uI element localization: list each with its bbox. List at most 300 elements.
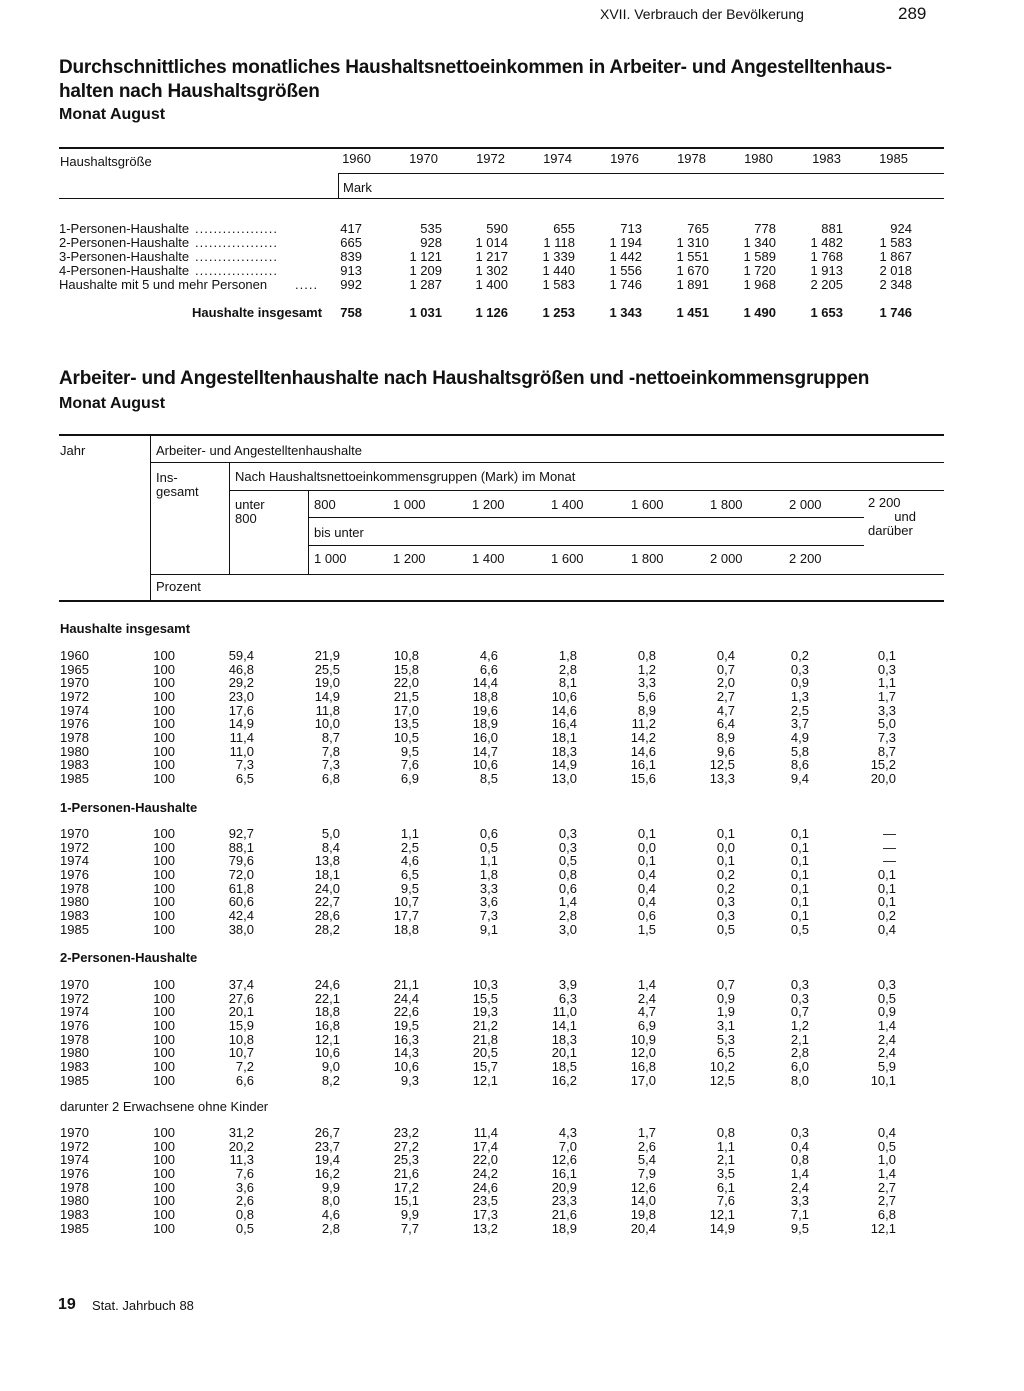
table2-row-year: 1980 <box>60 1193 89 1208</box>
table2-cell: 22,7 <box>314 894 340 909</box>
table2-cell: 100 <box>153 894 175 909</box>
table2-cell: 8,6 <box>790 757 809 772</box>
table2-cell: 17,6 <box>228 703 254 718</box>
table2-cell: 12,5 <box>709 1073 735 1088</box>
table2-cell: 1,8 <box>479 867 498 882</box>
table1-year-header: 1960 <box>342 151 371 166</box>
table2-upper-bound: 1 800 <box>631 551 664 566</box>
table2-row-year: 1980 <box>60 1045 89 1060</box>
table2-cell: 14,9 <box>709 1221 735 1236</box>
table2-cell: 0,4 <box>637 894 656 909</box>
table1-total-cell: 1 343 <box>609 305 642 320</box>
table2-cell: 7,6 <box>235 1166 254 1181</box>
table2-insgesamt-line1: Ins- <box>156 470 178 485</box>
table2-cell: 7,2 <box>235 1059 254 1074</box>
table2-cell: 10,7 <box>393 894 419 909</box>
table2-cell: 24,4 <box>393 991 419 1006</box>
table2-cell: 10,3 <box>472 977 498 992</box>
table2-cell: 100 <box>153 908 175 923</box>
table2-cell: 21,6 <box>393 1166 419 1181</box>
table2-cell: 6,8 <box>321 771 340 786</box>
table2-cell: 0,7 <box>716 662 735 677</box>
table2-cell: 10,6 <box>472 757 498 772</box>
table2-cell: 0,5 <box>716 922 735 937</box>
table2-cell: 9,3 <box>400 1073 419 1088</box>
table1-title <box>59 56 899 104</box>
table1-cell: 713 <box>620 221 642 236</box>
table2-cell: 4,3 <box>558 1125 577 1140</box>
table2-cell: 10,8 <box>228 1032 254 1047</box>
table2-cell: 17,0 <box>393 703 419 718</box>
table1-year-header: 1983 <box>812 151 841 166</box>
table2-cell: 16,2 <box>551 1073 577 1088</box>
table2-cell: 21,5 <box>393 689 419 704</box>
table2-cell: 0,8 <box>790 1152 809 1167</box>
table2-cell: 23,3 <box>551 1193 577 1208</box>
table2-cell: 100 <box>153 689 175 704</box>
table2-cell: 23,7 <box>314 1139 340 1154</box>
table2-cell: 100 <box>153 757 175 772</box>
table2-cell: 100 <box>153 771 175 786</box>
table2-upper-bound: 2 200 <box>789 551 822 566</box>
table1-cell: 1 891 <box>676 277 709 292</box>
table2-cell: 3,3 <box>877 703 896 718</box>
table1-total-cell: 1 031 <box>409 305 442 320</box>
table2-cell: 4,9 <box>790 730 809 745</box>
table1-row-label: 1-Personen-Haushalte <box>59 221 190 236</box>
table2-cell: 9,9 <box>321 1180 340 1195</box>
table2-cell: 12,5 <box>709 757 735 772</box>
table1-cell: 1 442 <box>609 249 642 264</box>
table2-cell: 6,1 <box>716 1180 735 1195</box>
table1-total-cell: 1 653 <box>810 305 843 320</box>
table1-row-label: 3-Personen-Haushalte <box>59 249 190 264</box>
table2-cell: 100 <box>153 1004 175 1019</box>
table2-cell: 5,6 <box>637 689 656 704</box>
table2-cell: 18,9 <box>472 716 498 731</box>
table2-cell: 28,6 <box>314 908 340 923</box>
table2-cell: 100 <box>153 1139 175 1154</box>
table2-cell: 27,2 <box>393 1139 419 1154</box>
table2-cell: 19,8 <box>630 1207 656 1222</box>
table2-row-year: 1974 <box>60 1152 89 1167</box>
table2-cell: 22,1 <box>314 991 340 1006</box>
table2-unit-rule <box>150 574 944 575</box>
table1-total-cell: 1 126 <box>475 305 508 320</box>
table2-row-year: 1970 <box>60 1125 89 1140</box>
table2-lower-bound: 2 000 <box>789 497 822 512</box>
table2-cell: 8,4 <box>321 840 340 855</box>
table2-cell: 17,7 <box>393 908 419 923</box>
table2-cell: 0,5 <box>235 1221 254 1236</box>
table2-bis-rule <box>308 517 864 518</box>
table2-cell: 59,4 <box>228 648 254 663</box>
table2-top-line1: 2 200 <box>868 495 901 510</box>
table2-cell: 0,4 <box>877 1125 896 1140</box>
table2-upper-bound: 1 600 <box>551 551 584 566</box>
table2-row-year: 1970 <box>60 675 89 690</box>
table2-cell: 100 <box>153 744 175 759</box>
table2-cell: 2,0 <box>716 675 735 690</box>
table2-cell: 0,2 <box>877 908 896 923</box>
table2-cell: 7,6 <box>400 757 419 772</box>
table2-cell: 16,8 <box>630 1059 656 1074</box>
table2-cell: 20,2 <box>228 1139 254 1154</box>
table2-cell: 0,6 <box>479 826 498 841</box>
table2-cell: 10,9 <box>630 1032 656 1047</box>
table2-cell: 3,5 <box>716 1166 735 1181</box>
table2-insgesamt-line2: gesamt <box>156 484 199 499</box>
table2-cell: 14,3 <box>393 1045 419 1060</box>
table2-cell: 6,6 <box>479 662 498 677</box>
table2-upper-bound: 2 000 <box>710 551 743 566</box>
table2-cell: 12,6 <box>630 1180 656 1195</box>
table2-cell: 9,5 <box>790 1221 809 1236</box>
table2-lower-bound: 1 200 <box>472 497 505 512</box>
table2-cell: 0,4 <box>877 922 896 937</box>
table1-cell: 535 <box>420 221 442 236</box>
table2-cell: 14,4 <box>472 675 498 690</box>
table2-cell: 38,0 <box>228 922 254 937</box>
table2-cell: 19,5 <box>393 1018 419 1033</box>
table2-cell: 88,1 <box>228 840 254 855</box>
table2-row-year: 1974 <box>60 853 89 868</box>
table2-cell: 13,5 <box>393 716 419 731</box>
table2-cell: 15,1 <box>393 1193 419 1208</box>
table2-cell: 16,4 <box>551 716 577 731</box>
table2-cell: 100 <box>153 1166 175 1181</box>
table1-cell: 2 348 <box>879 277 912 292</box>
table2-cell: 7,9 <box>637 1166 656 1181</box>
table1-year-header: 1978 <box>677 151 706 166</box>
table2-cell: 7,8 <box>321 744 340 759</box>
table2-cell: 1,2 <box>790 1018 809 1033</box>
table2-cell: 37,4 <box>228 977 254 992</box>
table2-cell: 9,9 <box>400 1207 419 1222</box>
table2-cell: 19,3 <box>472 1004 498 1019</box>
table2-lower-bound: 1 000 <box>393 497 426 512</box>
table2-cell: 0,3 <box>558 840 577 855</box>
table2-cell: 10,0 <box>314 716 340 731</box>
table2-cell: 10,6 <box>314 1045 340 1060</box>
table2-row-year: 1983 <box>60 908 89 923</box>
table2-cell: 3,7 <box>790 716 809 731</box>
table1-cell: 1 340 <box>743 235 776 250</box>
table2-cell: 7,3 <box>479 908 498 923</box>
table2-cell: 24,6 <box>472 1180 498 1195</box>
table2-row-year: 1985 <box>60 771 89 786</box>
table2-cell: 0,8 <box>637 648 656 663</box>
table2-cell: 2,7 <box>877 1180 896 1195</box>
table2-cell: 10,2 <box>709 1059 735 1074</box>
table2-cell: 14,2 <box>630 730 656 745</box>
table2-cell: 1,7 <box>637 1125 656 1140</box>
table2-cell: 17,4 <box>472 1139 498 1154</box>
table2-cell: 20,1 <box>228 1004 254 1019</box>
table1-total-cell: 758 <box>340 305 362 320</box>
table2-section-title: Haushalte insgesamt <box>60 621 191 636</box>
table2-cell: 100 <box>153 1032 175 1047</box>
table2-cell: 2,5 <box>790 703 809 718</box>
table2-cell: 9,1 <box>479 922 498 937</box>
table1-total-label: Haushalte insgesamt <box>192 305 323 320</box>
table2-cell: 9,4 <box>790 771 809 786</box>
table2-row-year: 1976 <box>60 1166 89 1181</box>
table1-cell: 765 <box>687 221 709 236</box>
table2-cell: 0,3 <box>790 991 809 1006</box>
table2-cell: 29,2 <box>228 675 254 690</box>
table2-cell: 13,3 <box>709 771 735 786</box>
table2-cell: 42,4 <box>228 908 254 923</box>
table2-row-year: 1976 <box>60 867 89 882</box>
table2-cell: 0,0 <box>637 840 656 855</box>
table1-total-cell: 1 490 <box>743 305 776 320</box>
table2-cell: 3,6 <box>235 1180 254 1195</box>
table1-cell: 1 209 <box>409 263 442 278</box>
table2-cell: 4,6 <box>321 1207 340 1222</box>
table2-cell: 12,6 <box>551 1152 577 1167</box>
table1-cell: 2 205 <box>810 277 843 292</box>
table1-cell: 1 310 <box>676 235 709 250</box>
table2-cell: 8,9 <box>637 703 656 718</box>
table2-cell: 100 <box>153 840 175 855</box>
table2-cell: 2,4 <box>790 1180 809 1195</box>
table1-total-cell: 1 746 <box>879 305 912 320</box>
table2-cell: 3,0 <box>558 922 577 937</box>
table2-cell: 11,8 <box>315 703 340 718</box>
table2-cell: 72,0 <box>228 867 254 882</box>
table2-cell: 10,1 <box>870 1073 896 1088</box>
table1-cell: 590 <box>486 221 508 236</box>
table2-top-header <box>868 496 916 538</box>
table2-cell: 3,1 <box>716 1018 735 1033</box>
table2-cell: 0,8 <box>235 1207 254 1222</box>
table2-cell: 1,8 <box>558 648 577 663</box>
table2-cell: 25,5 <box>314 662 340 677</box>
table2-cell: 9,0 <box>321 1059 340 1074</box>
table1-cell: 665 <box>340 235 362 250</box>
table2-cell: 0,7 <box>790 1004 809 1019</box>
table2-cell: 0,6 <box>637 908 656 923</box>
table2-cell: 17,2 <box>393 1180 419 1195</box>
table2-cell: 46,8 <box>228 662 254 677</box>
table2-cell: 0,1 <box>877 867 896 882</box>
table2-row-year: 1983 <box>60 757 89 772</box>
table2-cell: 100 <box>153 1073 175 1088</box>
table2-cell: 12,1 <box>709 1207 735 1222</box>
table2-income-header: Nach Haushaltsnettoeinkommensgruppen (Mark) im Monat <box>235 469 576 484</box>
table2-cell: 0,1 <box>790 840 809 855</box>
table2-income-rule <box>229 490 944 491</box>
table2-cell: 9,6 <box>716 744 735 759</box>
table2-cell: 0,1 <box>716 853 735 868</box>
table2-cell: 2,4 <box>637 991 656 1006</box>
table2-cell: 18,9 <box>551 1221 577 1236</box>
table2-insgesamt-header <box>156 471 199 499</box>
table2-cell: 2,8 <box>558 662 577 677</box>
table2-cell: 5,9 <box>877 1059 896 1074</box>
table2-cell: 0,9 <box>716 991 735 1006</box>
table2-cell: 100 <box>153 1045 175 1060</box>
table1-cell: 417 <box>340 221 362 236</box>
table2-cell: 0,4 <box>637 867 656 882</box>
table2-cell: 23,0 <box>228 689 254 704</box>
table2-section-title: darunter 2 Erwachsene ohne Kinder <box>60 1099 269 1114</box>
table2-cell: 6,9 <box>400 771 419 786</box>
table1-cell: 1 014 <box>475 235 508 250</box>
table2-cell: 100 <box>153 648 175 663</box>
table2-cell: 100 <box>153 1193 175 1208</box>
table2-cell: 100 <box>153 1018 175 1033</box>
table2-cell: 2,8 <box>790 1045 809 1060</box>
table2-cell: 0,1 <box>877 894 896 909</box>
table2-row-year: 1985 <box>60 1073 89 1088</box>
table2-cell: 6,5 <box>400 867 419 882</box>
table2-unit: Prozent <box>156 579 201 594</box>
table1-year-header: 1974 <box>543 151 572 166</box>
table2-cell: 100 <box>153 853 175 868</box>
table2-cell: 18,8 <box>314 1004 340 1019</box>
table2-cell: 0,5 <box>479 840 498 855</box>
table2-cell: 6,6 <box>235 1073 254 1088</box>
table2-cell: 16,1 <box>551 1166 577 1181</box>
table2-cell: 100 <box>153 703 175 718</box>
table2-cell: 3,3 <box>479 881 498 896</box>
table2-cell: 18,5 <box>551 1059 577 1074</box>
table1-unit-divider <box>338 173 339 198</box>
table2-row-year: 1972 <box>60 1139 89 1154</box>
table2-section-title: 2-Personen-Haushalte <box>60 950 198 965</box>
table2-cell: 23,2 <box>393 1125 419 1140</box>
table2-cell: 15,9 <box>228 1018 254 1033</box>
table2-cell: 0,1 <box>790 867 809 882</box>
table2-cell: 0,4 <box>637 881 656 896</box>
table2-cell: 1,5 <box>637 922 656 937</box>
table2-cell: 22,0 <box>393 675 419 690</box>
table2-cell: 3,3 <box>637 675 656 690</box>
table2-cell: 18,3 <box>551 1032 577 1047</box>
table2-cell: 13,8 <box>314 853 340 868</box>
table2-upper-bound: 1 200 <box>393 551 426 566</box>
footer-number: 19 <box>58 1296 76 1313</box>
table2-cell: 0,8 <box>716 1125 735 1140</box>
table2-stub-divider <box>150 436 151 600</box>
table2-lower-bound: 800 <box>314 497 336 512</box>
table1-cell: 1 400 <box>475 277 508 292</box>
table2-row-year: 1978 <box>60 1180 89 1195</box>
table2-cell: 0,3 <box>790 662 809 677</box>
table2-cell: 0,1 <box>716 826 735 841</box>
table1-row-leader-dots: .................. <box>195 249 279 264</box>
table2-cell: 19,0 <box>314 675 340 690</box>
table1-cell: 928 <box>420 235 442 250</box>
table1-cell: 1 118 <box>543 235 575 250</box>
table2-cell: 21,1 <box>393 977 419 992</box>
table2-cell: 2,8 <box>558 908 577 923</box>
table2-cell: 21,9 <box>314 648 340 663</box>
table2-cell: 9,5 <box>400 881 419 896</box>
table1-year-header: 1980 <box>744 151 773 166</box>
table2-cell: 3,3 <box>790 1193 809 1208</box>
table1-cell: 1 217 <box>475 249 508 264</box>
table2-cell: 0,5 <box>790 922 809 937</box>
table2-row-year: 1978 <box>60 881 89 896</box>
table2-cell: 100 <box>153 1207 175 1222</box>
table2-cell: 10,6 <box>393 1059 419 1074</box>
table2-cell: 2,1 <box>716 1152 735 1167</box>
table2-cell: 14,0 <box>630 1193 656 1208</box>
table2-cell: 21,6 <box>551 1207 577 1222</box>
table1-year-header: 1972 <box>476 151 505 166</box>
table2-cell: 16,8 <box>314 1018 340 1033</box>
table2-row-year: 1960 <box>60 648 89 663</box>
table2-cell: 100 <box>153 1152 175 1167</box>
table2-cell: 18,8 <box>393 922 419 937</box>
table2-cell: 8,2 <box>321 1073 340 1088</box>
table2-cell: 100 <box>153 1180 175 1195</box>
table2-cell: 23,5 <box>472 1193 498 1208</box>
table2-cell: 28,2 <box>314 922 340 937</box>
table2-cell: 21,2 <box>472 1018 498 1033</box>
table2-cell: 1,9 <box>716 1004 735 1019</box>
table2-row-year: 1972 <box>60 840 89 855</box>
table2-cell: 0,7 <box>716 977 735 992</box>
table1-row-label: Haushalte mit 5 und mehr Personen <box>59 277 268 292</box>
table2-cell: 0,1 <box>790 881 809 896</box>
table2-cell: 1,4 <box>877 1166 896 1181</box>
table2-cell: 25,3 <box>393 1152 419 1167</box>
table1-cell: 1 968 <box>743 277 776 292</box>
table2-cell: 8,7 <box>877 744 896 759</box>
table2-cell: 31,2 <box>228 1125 254 1140</box>
table2-cell: 100 <box>153 977 175 992</box>
table2-cell: 4,7 <box>716 703 735 718</box>
table2-top-line3: darüber <box>868 523 913 538</box>
table2-unter-line2: 800 <box>235 511 257 526</box>
table1-cell: 1 913 <box>810 263 843 278</box>
table1-title-line1: Durchschnittliches monatliches Haushaltsnettoeinkommen in Arbeiter- und Angestelltenhaus- <box>59 57 892 78</box>
table2-cell: 0,3 <box>716 894 735 909</box>
table2-cell: 11,4 <box>229 730 254 745</box>
table2-cell: 7,6 <box>716 1193 735 1208</box>
table2-cell: 14,9 <box>228 716 254 731</box>
table2-row-year: 1976 <box>60 716 89 731</box>
table2-cell: 2,1 <box>790 1032 809 1047</box>
table1-total-cell: 1 253 <box>542 305 575 320</box>
table2-cell: 22,0 <box>472 1152 498 1167</box>
table2-cell: 6,8 <box>877 1207 896 1222</box>
table2-cell: 0,5 <box>558 853 577 868</box>
table2-cell: 60,6 <box>228 894 254 909</box>
table2-cell: 26,7 <box>314 1125 340 1140</box>
table2-cell: 1,7 <box>877 689 896 704</box>
footer-source: Stat. Jahrbuch 88 <box>92 1298 194 1313</box>
table2-cell: — <box>883 826 896 841</box>
table2-header-bottom-rule <box>59 600 944 602</box>
table2-unter-header <box>235 498 265 526</box>
table2-cell: 21,8 <box>472 1032 498 1047</box>
table1-year-header: 1976 <box>610 151 639 166</box>
table2-cell: 100 <box>153 881 175 896</box>
table2-cell: 7,3 <box>235 757 254 772</box>
table2-cell: 0,1 <box>637 826 656 841</box>
table2-cell: 4,6 <box>479 648 498 663</box>
table2-cell: 1,0 <box>877 1152 896 1167</box>
table2-cell: 10,7 <box>228 1045 254 1060</box>
table2-cell: 0,5 <box>877 1139 896 1154</box>
table1-cell: 778 <box>754 221 776 236</box>
table2-top-rule <box>59 434 944 436</box>
